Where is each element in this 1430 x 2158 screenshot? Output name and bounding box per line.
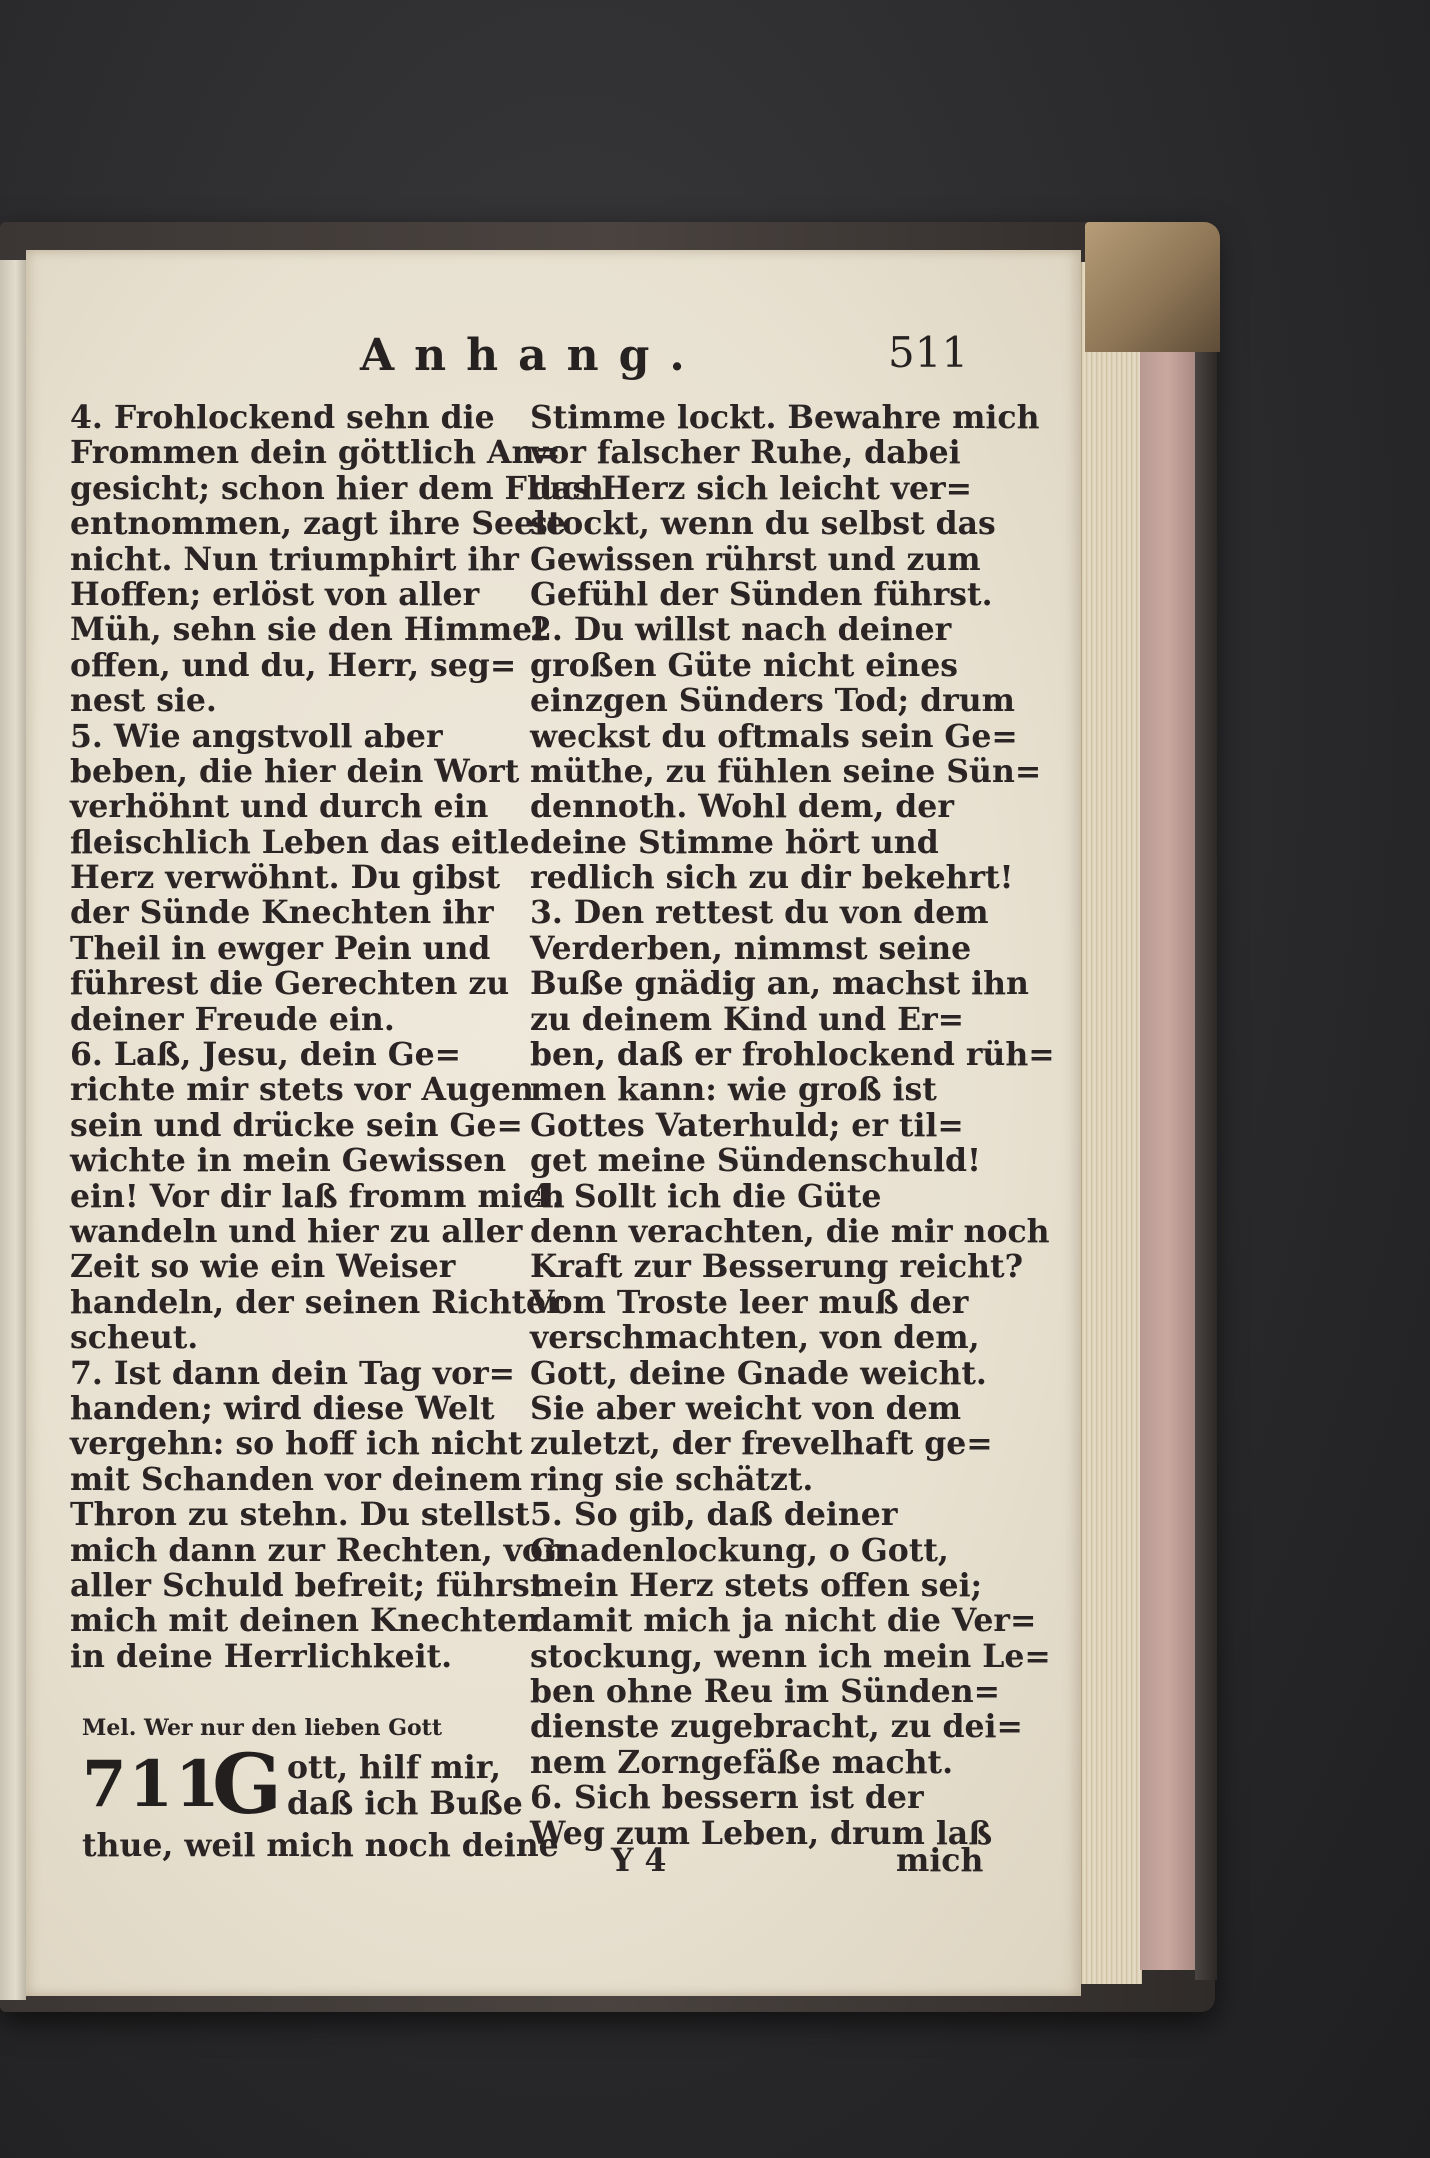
page-number: 511 bbox=[888, 328, 969, 377]
text-line: Gottes Vaterhuld; er til= bbox=[530, 1106, 964, 1144]
text-line: einzgen Sünders Tod; drum bbox=[530, 682, 1015, 720]
text-line: stockung, wenn ich mein Le= bbox=[530, 1637, 1051, 1675]
text-line: in deine Herrlichkeit. bbox=[70, 1637, 453, 1675]
text-line: Thron zu stehn. Du stellst bbox=[70, 1496, 530, 1534]
left-page-edge bbox=[0, 260, 26, 2000]
hymn-line: daß ich Buße bbox=[287, 1785, 523, 1822]
text-line: nem Zorngefäße macht. bbox=[530, 1743, 954, 1781]
signature-mark: Y 4 bbox=[611, 1842, 667, 1879]
text-line: 5. Wie angstvoll aber bbox=[70, 717, 443, 755]
text-line: Gewissen rührst und zum bbox=[530, 540, 981, 578]
text-line: 6. Laß, Jesu, dein Ge= bbox=[70, 1036, 462, 1074]
text-line: beben, die hier dein Wort bbox=[70, 752, 520, 790]
text-line: verhöhnt und durch ein bbox=[70, 788, 489, 826]
text-line: 4. Frohlockend sehn die bbox=[70, 399, 495, 436]
text-line: ben, daß er frohlockend rüh= bbox=[530, 1036, 1055, 1074]
text-line: stockt, wenn du selbst das bbox=[530, 505, 996, 543]
text-line: 2. Du willst nach deiner bbox=[530, 611, 952, 649]
text-line: deiner Freude ein. bbox=[70, 1000, 395, 1038]
drop-cap: G bbox=[212, 1737, 283, 1833]
text-line: Zeit so wie ein Weiser bbox=[70, 1248, 456, 1286]
text-line: Vom Troste leer muß der bbox=[530, 1283, 969, 1321]
text-line: mich dann zur Rechten, von bbox=[70, 1531, 566, 1569]
text-line: großen Güte nicht eines bbox=[530, 646, 958, 684]
text-line: 4. Sollt ich die Güte bbox=[530, 1177, 882, 1215]
text-line: mit Schanden vor deinem bbox=[70, 1460, 523, 1498]
hymn-start bbox=[82, 1737, 559, 1890]
text-line: Gott, deine Gnade weicht. bbox=[530, 1354, 987, 1392]
text-line: Buße gnädig an, machst ihn bbox=[530, 965, 1029, 1003]
text-line: fleischlich Leben das eitle bbox=[70, 823, 530, 861]
text-line: richte mir stets vor Augen bbox=[70, 1071, 534, 1109]
text-line: denn verachten, die mir noch bbox=[530, 1212, 1050, 1250]
text-line: mich mit deinen Knechten bbox=[70, 1602, 540, 1640]
text-line: Gefühl der Sünden führst. bbox=[530, 575, 993, 613]
text-line: Hoffen; erlöst von aller bbox=[70, 575, 480, 613]
left-text-column bbox=[70, 399, 604, 1675]
text-line: ben ohne Reu im Sünden= bbox=[530, 1673, 1001, 1711]
hymn-number: 711 bbox=[82, 1747, 222, 1822]
text-line: wichte in mein Gewissen bbox=[70, 1142, 507, 1180]
text-line: ring sie schätzt. bbox=[530, 1460, 814, 1498]
text-line: redlich sich zu dir bekehrt! bbox=[530, 859, 1014, 897]
text-line: dienste zugebracht, zu dei= bbox=[530, 1708, 1023, 1746]
text-line: führest die Gerechten zu bbox=[70, 965, 510, 1003]
catchword: mich bbox=[896, 1842, 984, 1879]
worn-cover-corner bbox=[1085, 222, 1220, 352]
endpaper bbox=[1140, 330, 1195, 1970]
page-edges bbox=[1080, 262, 1142, 1984]
text-line: vor falscher Ruhe, dabei bbox=[530, 434, 961, 472]
text-line: scheut. bbox=[70, 1319, 199, 1357]
text-line: 6. Sich bessern ist der bbox=[530, 1779, 924, 1817]
text-line: Frommen dein göttlich An= bbox=[70, 434, 561, 472]
text-line: müthe, zu fühlen seine Sün= bbox=[530, 752, 1042, 790]
text-line: handeln, der seinen Richter bbox=[70, 1283, 563, 1321]
text-line: Sie aber weicht von dem bbox=[530, 1389, 962, 1427]
text-line: 5. So gib, daß deiner bbox=[530, 1496, 898, 1534]
text-line: deine Stimme hört und bbox=[530, 823, 939, 861]
hymn-line: thue, weil mich noch deine bbox=[82, 1827, 559, 1864]
text-line: handen; wird diese Welt bbox=[70, 1389, 495, 1427]
text-line: Herz verwöhnt. Du gibst bbox=[70, 859, 501, 897]
text-line: zu deinem Kind und Er= bbox=[530, 1000, 965, 1038]
text-line: offen, und du, Herr, seg= bbox=[70, 646, 517, 684]
melody-line: Mel. Wer nur den lieben Gott bbox=[82, 1715, 442, 1741]
text-line: entnommen, zagt ihre Seele bbox=[70, 505, 567, 543]
right-text-column bbox=[530, 399, 1055, 1852]
text-line: vergehn: so hoff ich nicht bbox=[70, 1425, 523, 1463]
running-title: Anhang. bbox=[360, 330, 705, 381]
text-line: weckst du oftmals sein Ge= bbox=[530, 717, 1018, 755]
text-line: der Sünde Knechten ihr bbox=[70, 894, 494, 932]
text-line: Gnadenlockung, o Gott, bbox=[530, 1531, 949, 1569]
text-line: Stimme lockt. Bewahre mich bbox=[530, 399, 1040, 436]
text-line: ein! Vor dir laß fromm mich bbox=[70, 1177, 565, 1215]
hymn-line: ott, hilf mir, bbox=[287, 1749, 501, 1786]
text-line: zuletzt, der frevelhaft ge= bbox=[530, 1425, 993, 1463]
text-line: get meine Sündenschuld! bbox=[530, 1142, 981, 1180]
text-line: Müh, sehn sie den Himmel bbox=[70, 611, 545, 649]
text-line: nest sie. bbox=[70, 682, 217, 720]
book-page bbox=[26, 250, 1081, 1996]
text-line: aller Schuld befreit; führst bbox=[70, 1566, 545, 1604]
text-line: verschmachten, von dem, bbox=[530, 1319, 980, 1357]
text-line: gesicht; schon hier dem Fluch bbox=[70, 469, 604, 507]
text-line: 7. Ist dann dein Tag vor= bbox=[70, 1354, 516, 1392]
text-line: nicht. Nun triumphirt ihr bbox=[70, 540, 519, 578]
text-line: mein Herz stets offen sei; bbox=[530, 1566, 983, 1604]
text-line: wandeln und hier zu aller bbox=[70, 1212, 523, 1250]
text-line: men kann: wie groß ist bbox=[530, 1071, 937, 1109]
text-line: 3. Den rettest du von dem bbox=[530, 894, 989, 932]
text-line: Kraft zur Besserung reicht? bbox=[530, 1248, 1024, 1286]
cover-edge bbox=[1195, 330, 1217, 1980]
text-line: das Herz sich leicht ver= bbox=[530, 469, 973, 507]
text-line: Verderben, nimmst seine bbox=[530, 929, 972, 967]
text-line: damit mich ja nicht die Ver= bbox=[530, 1602, 1037, 1640]
page-header bbox=[26, 250, 1081, 381]
text-line: sein und drücke sein Ge= bbox=[70, 1106, 523, 1144]
text-line: Weg zum Leben, drum laß bbox=[530, 1814, 993, 1852]
text-line: dennoth. Wohl dem, der bbox=[530, 788, 954, 826]
text-line: Theil in ewger Pein und bbox=[70, 929, 491, 967]
